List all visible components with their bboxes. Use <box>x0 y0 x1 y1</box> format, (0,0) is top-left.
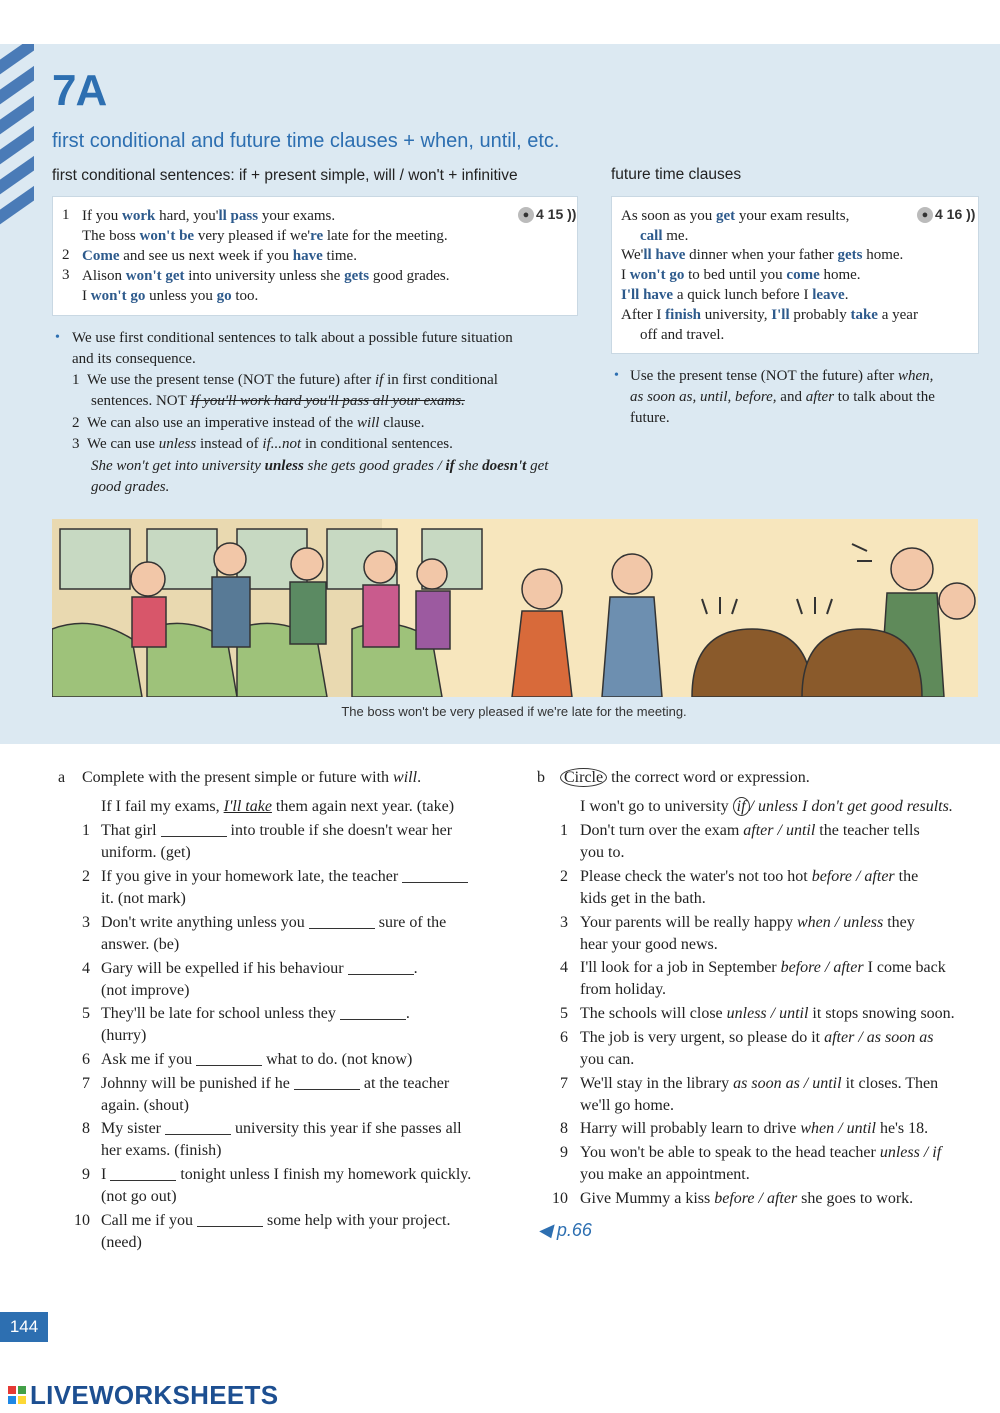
item-number: 3 <box>82 914 90 931</box>
item-continuation: you to. <box>580 844 625 861</box>
example-sentence: I won't go unless you go too. <box>82 288 259 304</box>
exercise-a-example: If I fail my exams, I'll take them again next year. (take) <box>101 798 455 815</box>
item-number: 6 <box>82 1051 90 1068</box>
answer-blank[interactable] <box>294 1075 360 1090</box>
answer-blank[interactable] <box>165 1120 231 1135</box>
unit-title: 7A <box>52 66 107 115</box>
cd-icon: ● <box>518 207 534 223</box>
note-example: good grades. <box>91 479 170 495</box>
item-number: 8 <box>560 1120 568 1137</box>
page-reference-link[interactable]: ◀ p.66 <box>538 1220 592 1240</box>
bullet-icon: • <box>55 330 60 345</box>
note-3: 3 We can use unless instead of if...not in conditional sentences. <box>72 436 453 452</box>
exercise-a-item-8: My sister university this year if she passes all <box>101 1120 462 1137</box>
example-sentence: I'll have a quick lunch before I leave. <box>621 287 849 303</box>
exercise-b-item-6[interactable]: The job is very urgent, so please do it after / as soon as <box>580 1029 934 1046</box>
note-text: future. <box>630 410 670 426</box>
exercise-b-item-9[interactable]: You won't be able to speak to the head teacher unless / if <box>580 1144 942 1161</box>
decorative-stripes <box>0 44 34 244</box>
illustration-meeting-cartoon <box>52 519 978 697</box>
answer-blank[interactable] <box>110 1166 176 1181</box>
example-sentence: Come and see us next week if you have time. <box>82 248 357 264</box>
exercise-a-instruction: Complete with the present simple or future with will. <box>82 769 422 786</box>
exercise-b-item-3[interactable]: Your parents will be really happy when / unless they <box>580 914 915 931</box>
cd-icon: ● <box>917 207 933 223</box>
exercise-a-item-3: Don't write anything unless you sure of the <box>101 914 447 931</box>
answer-blank[interactable] <box>161 822 227 837</box>
example-sentence: After I finish university, I'll probably take a year <box>621 307 918 323</box>
item-number: 5 <box>560 1005 568 1022</box>
exercise-b-item-2[interactable]: Please check the water's not too hot before / after the <box>580 868 919 885</box>
back-arrow-icon: ◀ <box>538 1220 552 1240</box>
item-continuation: uniform. (get) <box>101 844 191 861</box>
exercise-b-item-1[interactable]: Don't turn over the exam after / until the teacher tells <box>580 822 920 839</box>
item-continuation: answer. (be) <box>101 936 180 953</box>
exercise-a-item-1: That girl into trouble if she doesn't wear her <box>101 822 453 839</box>
example-sentence: If you work hard, you'll pass your exams. <box>82 208 336 224</box>
example-sentence: The boss won't be very pleased if we're late for the meeting. <box>82 228 448 244</box>
note-prefix: sentences. NOT <box>91 393 187 409</box>
answer-blank[interactable] <box>196 1051 262 1066</box>
item-continuation: you can. <box>580 1051 635 1068</box>
top-margin <box>0 0 1000 44</box>
example-number: 1 <box>62 207 70 223</box>
first-conditional-heading: first conditional sentences: if + present simple, will / won't + infinitive <box>52 167 518 184</box>
item-number: 2 <box>82 868 90 885</box>
item-number: 10 <box>74 1212 90 1229</box>
exercise-b-item-5[interactable]: The schools will close unless / until it stops snowing soon. <box>580 1005 955 1022</box>
example-sentence: As soon as you get your exam results, <box>621 208 850 224</box>
note-text: Use the present tense (NOT the future) after when, <box>630 368 934 384</box>
item-number: 4 <box>82 960 90 977</box>
item-continuation: (not improve) <box>101 982 190 999</box>
item-number: 5 <box>82 1005 90 1022</box>
unit-subtitle: first conditional and future time clauses + when, until, etc. <box>52 130 560 152</box>
answer-blank[interactable] <box>340 1005 406 1020</box>
item-continuation: (need) <box>101 1234 142 1251</box>
bullet-icon: • <box>614 368 619 383</box>
item-continuation: from holiday. <box>580 981 667 998</box>
item-number: 1 <box>560 822 568 839</box>
audio-track-4-15[interactable]: ● 4 15 )) <box>518 206 576 223</box>
item-continuation: we'll go home. <box>580 1097 674 1114</box>
exercise-b-item-4[interactable]: I'll look for a job in September before / after I come back <box>580 959 946 976</box>
exercise-a-item-9: I tonight unless I finish my homework quickly. <box>101 1166 472 1183</box>
circled-answer: if <box>733 797 750 816</box>
item-continuation: her exams. (finish) <box>101 1142 222 1159</box>
cartoon-drawing <box>52 519 978 697</box>
item-continuation: hear your good news. <box>580 936 718 953</box>
illustration-caption: The boss won't be very pleased if we're late for the meeting. <box>341 704 687 719</box>
answer-blank[interactable] <box>309 914 375 929</box>
note-1-continued <box>91 391 465 412</box>
exercise-b-example: I won't go to university if / unless I don't get good results. <box>580 798 953 815</box>
item-number: 10 <box>552 1190 568 1207</box>
incorrect-example: If you'll work hard you'll pass all your exams. <box>190 393 465 409</box>
item-continuation: (hurry) <box>101 1027 147 1044</box>
example-sentence: off and travel. <box>640 327 725 343</box>
item-continuation: kids get in the bath. <box>580 890 706 907</box>
audio-track-label: 4 16 <box>935 206 963 222</box>
liveworksheets-logo <box>8 1380 278 1410</box>
item-number: 9 <box>82 1166 90 1183</box>
exercise-b-item-7[interactable]: We'll stay in the library as soon as / until it closes. Then <box>580 1075 939 1092</box>
circle-word: Circle <box>560 768 607 787</box>
logo-blocks-icon <box>8 1386 26 1404</box>
exercise-a-item-7: Johnny will be punished if he at the teacher <box>101 1075 450 1092</box>
example-sentence: call me. <box>640 228 689 244</box>
item-number: 9 <box>560 1144 568 1161</box>
exercise-a-item-10: Call me if you some help with your project. <box>101 1212 451 1229</box>
item-number: 6 <box>560 1029 568 1046</box>
example-sentence: We'll have dinner when your father gets home. <box>621 247 904 263</box>
exercise-b-instruction: Circle the correct word or expression. <box>560 767 810 789</box>
note-1: 1 We use the present tense (NOT the future) after if in first conditional <box>72 372 498 388</box>
exercise-a-item-5: They'll be late for school unless they . <box>101 1005 410 1022</box>
example-sentence: I won't go to bed until you come home. <box>621 267 861 283</box>
item-number: 3 <box>560 914 568 931</box>
answer-blank[interactable] <box>197 1212 263 1227</box>
item-number: 2 <box>560 868 568 885</box>
note-text: as soon as, until, before, and after to talk about the <box>630 389 935 405</box>
example-sentence: Alison won't get into university unless she gets good grades. <box>82 268 450 284</box>
item-continuation: it. (not mark) <box>101 890 186 907</box>
example-number: 2 <box>62 247 70 263</box>
logo-text: LIVEWORKSHEETS <box>30 1379 279 1410</box>
answer-blank[interactable] <box>348 960 414 975</box>
item-number: 7 <box>82 1075 90 1092</box>
example-number: 3 <box>62 267 70 283</box>
exercise-b-item-8[interactable]: Harry will probably learn to drive when / until he's 18. <box>580 1120 929 1137</box>
exercise-a-letter: a <box>58 769 66 786</box>
note-example: She won't get into university unless she gets good grades / if she doesn't get <box>91 458 549 474</box>
item-number: 4 <box>560 959 568 976</box>
note-text: We use first conditional sentences to talk about a possible future situation <box>72 330 513 346</box>
audio-track-4-16[interactable]: ● 4 16 )) <box>917 206 975 223</box>
item-continuation: (not go out) <box>101 1188 177 1205</box>
exercise-a-item-4: Gary will be expelled if his behaviour . <box>101 960 418 977</box>
note-text: and its consequence. <box>72 351 196 367</box>
answer-blank[interactable] <box>402 868 468 883</box>
exercise-b-letter: b <box>537 769 545 786</box>
future-time-heading: future time clauses <box>611 166 742 183</box>
item-continuation: you make an appointment. <box>580 1166 750 1183</box>
audio-track-label: 4 15 <box>536 206 564 222</box>
exercise-b-item-10[interactable]: Give Mummy a kiss before / after she goes to work. <box>580 1190 914 1207</box>
note-2: 2 We can also use an imperative instead of the will clause. <box>72 415 425 431</box>
page-number: 144 <box>0 1312 48 1342</box>
exercise-a-item-2: If you give in your homework late, the teacher <box>101 866 468 888</box>
exercise-a-item-6: Ask me if you what to do. (not know) <box>101 1051 413 1068</box>
item-number: 8 <box>82 1120 90 1137</box>
item-continuation: again. (shout) <box>101 1097 189 1114</box>
item-number: 7 <box>560 1075 568 1092</box>
item-number: 1 <box>82 822 90 839</box>
